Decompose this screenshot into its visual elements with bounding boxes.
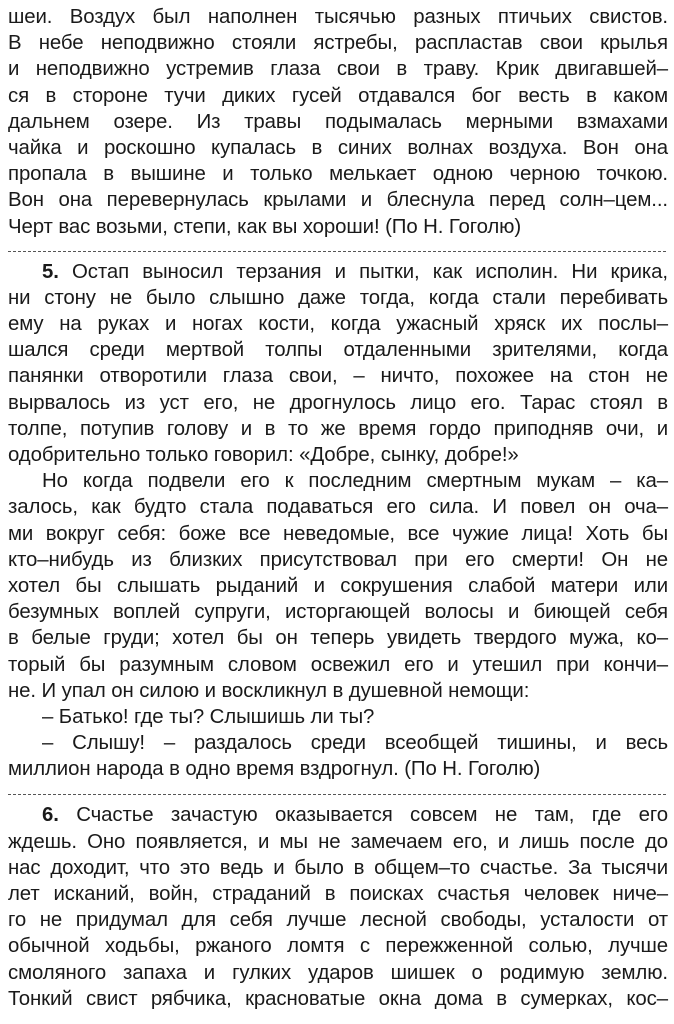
text-line: безумных воплей супруги, исторгающей волосы и биющей себя: [8, 601, 668, 624]
text-line: чайка и роскошно купалась в синих волнах воздуха. Вон она: [8, 136, 668, 159]
dialogue-line: – Батько! где ты? Слышишь ли ты?: [42, 705, 375, 728]
text-line: смоляного запаха и гулких ударов шишек о родимую землю.: [8, 961, 668, 984]
text-line: Тонкий свист рябчика, красноватые окна дома в сумерках, кос–: [8, 987, 668, 1010]
text-line: дальнем озере. Из травы подымалась мерными взмахами: [8, 110, 668, 133]
text-line: пропала в вышине и только мелькает одною черною точкою.: [8, 163, 668, 186]
text-line: ся в стороне тучи диких гусей отдавался бог весть в каком: [8, 84, 668, 107]
text-line-content: Остап выносил терзания и пытки, как исполин. Ни крика,: [72, 260, 668, 283]
text-line: вырвалось из уст его, не дрогнулось лицо его. Тарас стоял в: [8, 391, 668, 414]
text-fragment-gogol-steppe: [8, 4, 668, 240]
text-line: одобрительно только говорил: «Добре, сынку, добре!»: [8, 444, 519, 466]
text-line: торый бы разумным словом освежил его и утешил при кончи–: [8, 653, 668, 676]
text-line: обычной ходьбы, ржаного ломтя с пережженной солью, лучше: [8, 935, 668, 958]
text-line: ждешь. Оно появляется, и мы не замечаем его, и лишь после до: [8, 830, 668, 853]
text-block-6: [8, 802, 668, 1012]
text-line: Вон она перевернулась крылами и блеснула перед солн–цем...: [8, 189, 668, 212]
text-line: в белые груди; хотел бы он теперь увидеть твердого мужа, ко–: [8, 627, 668, 650]
text-line-content: Счастье зачастую оказывается совсем не там, где его: [76, 804, 668, 827]
text-line: [8, 259, 668, 285]
book-page: [8, 0, 668, 1012]
text-number: 6.: [42, 804, 59, 827]
text-line: шеи. Воздух был наполнен тысячью разных птичьих свистов.: [8, 6, 668, 28]
text-line: панянки отворотили глаза свои, – ничто, похожее на стон не: [8, 365, 668, 388]
text-line: го не придумал для себя лучше лесной свободы, усталости от: [8, 909, 668, 932]
text-line: не. И упал он силою и воскликнул в душевной немощи:: [8, 679, 530, 702]
text-line: Черт вас возьми, степи, как вы хороши! (По Н. Гоголю): [8, 215, 522, 238]
text-line: хотел бы слышать рыданий и сокрушения слабой матери или: [8, 574, 668, 597]
text-line: В небе неподвижно стояли ястребы, распластав свои крылья: [8, 32, 668, 55]
text-line: миллион народа в одно время вздрогнул. (По Н. Гоголю): [8, 758, 541, 781]
text-line: нас доходит, что это ведь и было в общем–то счастье. За тысячи: [8, 856, 668, 879]
text-line: ни стону не было слышно даже тогда, когда стали перебивать: [8, 286, 668, 309]
text-line: и неподвижно устремив глаза свои в траву. Крик двигавшей–: [8, 58, 668, 81]
text-line: ми вокруг себя: боже все неведомые, все чужие лица! Хоть бы: [8, 522, 668, 545]
text-line: шался среди мертвой толпы отдаленными зрителями, когда: [8, 339, 668, 362]
text-line: Но когда подвели его к последним смертным мукам – ка–: [42, 470, 668, 493]
text-line: [8, 802, 668, 828]
text-number: 5.: [42, 260, 59, 283]
text-line: ему на руках и ногах кости, когда ужасный хряск их послы–: [8, 313, 668, 336]
text-line: залось, как будто стала подаваться его сила. И повел он оча–: [8, 496, 668, 519]
dialogue-line: – Слышу! – раздалось среди всеобщей тишины, и весь: [42, 732, 668, 755]
text-line: кто–нибудь из близких присутствовал при его смерти! Он не: [8, 548, 668, 571]
section-divider: [8, 794, 666, 795]
text-block-5: [8, 259, 668, 783]
text-line: толпе, потупив голову и в то же время гордо приподняв очи, и: [8, 417, 668, 440]
section-divider: [8, 251, 666, 252]
text-line: лет исканий, войн, страданий в поисках счастья человек ниче–: [8, 883, 668, 905]
